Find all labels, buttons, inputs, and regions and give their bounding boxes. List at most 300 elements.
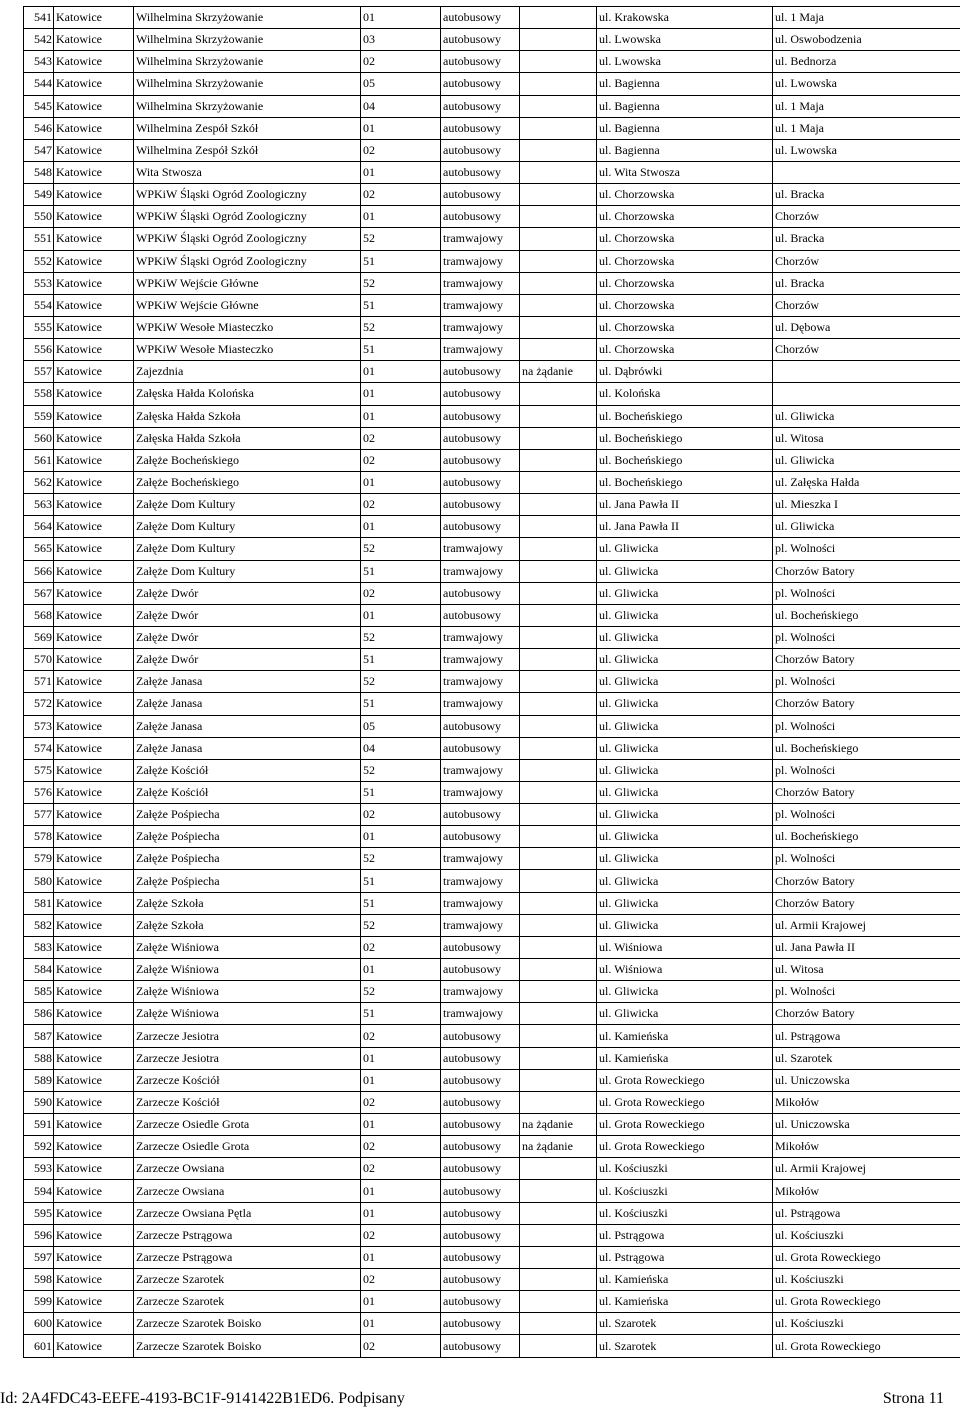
table-row	[24, 1114, 960, 1136]
cell-direction: ul. 1 Maja	[773, 95, 960, 117]
cell-city: Katowice	[54, 781, 134, 803]
table-row	[24, 1224, 960, 1246]
cell-stop-type: autobusowy	[441, 604, 520, 626]
cell-row-number: 543	[24, 51, 54, 73]
cell-post-number: 02	[361, 427, 441, 449]
cell-stop-type: tramwajowy	[441, 759, 520, 781]
cell-city: Katowice	[54, 361, 134, 383]
cell-city: Katowice	[54, 1069, 134, 1091]
cell-city: Katowice	[54, 405, 134, 427]
cell-stop-name: Załęże Dom Kultury	[134, 494, 361, 516]
cell-post-number: 01	[361, 161, 441, 183]
table-row	[24, 1246, 960, 1268]
cell-direction: Chorzów Batory	[773, 892, 960, 914]
cell-city: Katowice	[54, 870, 134, 892]
cell-row-number: 563	[24, 494, 54, 516]
cell-post-number: 01	[361, 516, 441, 538]
cell-direction: Chorzów	[773, 339, 960, 361]
cell-city: Katowice	[54, 228, 134, 250]
cell-stop-type: autobusowy	[441, 1335, 520, 1357]
cell-row-number: 556	[24, 339, 54, 361]
cell-stop-name: Zarzecze Jesiotra	[134, 1047, 361, 1069]
cell-street: ul. Gliwicka	[597, 892, 773, 914]
cell-stop-type: autobusowy	[441, 1246, 520, 1268]
cell-direction: ul. Grota Roweckiego	[773, 1335, 960, 1357]
cell-street: ul. Chorzowska	[597, 250, 773, 272]
cell-stop-name: Wilhelmina Zespół Szkół	[134, 139, 361, 161]
cell-stop-name: Załęże Dwór	[134, 582, 361, 604]
cell-direction: ul. Armii Krajowej	[773, 914, 960, 936]
cell-street: ul. Gliwicka	[597, 604, 773, 626]
cell-stop-name: Wilhelmina Skrzyżowanie	[134, 51, 361, 73]
cell-direction: Chorzów Batory	[773, 781, 960, 803]
cell-stop-type: tramwajowy	[441, 981, 520, 1003]
cell-stop-name: Zarzecze Kościół	[134, 1069, 361, 1091]
table-row	[24, 272, 960, 294]
cell-stop-name: Załęże Pośpiecha	[134, 804, 361, 826]
cell-stop-name: Wilhelmina Skrzyżowanie	[134, 7, 361, 29]
cell-street: ul. Gliwicka	[597, 848, 773, 870]
cell-post-number: 01	[361, 1047, 441, 1069]
cell-on-request	[520, 693, 597, 715]
table-row	[24, 759, 960, 781]
cell-on-request	[520, 560, 597, 582]
cell-on-request	[520, 671, 597, 693]
cell-stop-name: Zarzecze Jesiotra	[134, 1025, 361, 1047]
cell-city: Katowice	[54, 892, 134, 914]
cell-on-request	[520, 427, 597, 449]
cell-stop-type: tramwajowy	[441, 649, 520, 671]
cell-on-request	[520, 117, 597, 139]
cell-direction: Chorzów Batory	[773, 649, 960, 671]
cell-direction	[773, 361, 960, 383]
cell-city: Katowice	[54, 139, 134, 161]
cell-street: ul. Gliwicka	[597, 759, 773, 781]
cell-direction: ul. Załęska Hałda	[773, 471, 960, 493]
cell-direction: ul. Bracka	[773, 184, 960, 206]
cell-on-request	[520, 936, 597, 958]
cell-row-number: 550	[24, 206, 54, 228]
cell-stop-name: WPKiW Śląski Ogród Zoologiczny	[134, 250, 361, 272]
cell-on-request	[520, 1180, 597, 1202]
cell-on-request	[520, 494, 597, 516]
cell-post-number: 51	[361, 870, 441, 892]
cell-direction: ul. Gliwicka	[773, 405, 960, 427]
cell-street: ul. Gliwicka	[597, 671, 773, 693]
cell-stop-type: autobusowy	[441, 184, 520, 206]
cell-stop-type: tramwajowy	[441, 339, 520, 361]
cell-stop-type: autobusowy	[441, 117, 520, 139]
table-row	[24, 427, 960, 449]
cell-street: ul. Gliwicka	[597, 626, 773, 648]
cell-row-number: 564	[24, 516, 54, 538]
table-row	[24, 1158, 960, 1180]
cell-on-request	[520, 139, 597, 161]
cell-stop-name: Załęże Janasa	[134, 737, 361, 759]
cell-post-number: 04	[361, 95, 441, 117]
cell-street: ul. Kamieńska	[597, 1047, 773, 1069]
stops-table	[23, 6, 960, 1358]
cell-on-request	[520, 870, 597, 892]
cell-direction: ul. Uniczowska	[773, 1069, 960, 1091]
cell-city: Katowice	[54, 538, 134, 560]
cell-street: ul. Kościuszki	[597, 1180, 773, 1202]
cell-city: Katowice	[54, 936, 134, 958]
cell-row-number: 544	[24, 73, 54, 95]
cell-street: ul. Szarotek	[597, 1335, 773, 1357]
cell-row-number: 582	[24, 914, 54, 936]
cell-on-request	[520, 29, 597, 51]
cell-city: Katowice	[54, 626, 134, 648]
cell-on-request	[520, 184, 597, 206]
cell-post-number: 05	[361, 715, 441, 737]
cell-city: Katowice	[54, 184, 134, 206]
cell-post-number: 51	[361, 339, 441, 361]
cell-stop-type: autobusowy	[441, 1313, 520, 1335]
cell-on-request	[520, 294, 597, 316]
table-row	[24, 1269, 960, 1291]
cell-on-request	[520, 914, 597, 936]
cell-row-number: 545	[24, 95, 54, 117]
cell-post-number: 01	[361, 383, 441, 405]
cell-city: Katowice	[54, 516, 134, 538]
table-row	[24, 826, 960, 848]
table-row	[24, 1202, 960, 1224]
table-row	[24, 294, 960, 316]
cell-city: Katowice	[54, 826, 134, 848]
cell-stop-name: Załęże Janasa	[134, 671, 361, 693]
cell-city: Katowice	[54, 1246, 134, 1268]
cell-row-number: 593	[24, 1158, 54, 1180]
cell-street: ul. Gliwicka	[597, 582, 773, 604]
cell-street: ul. Chorzowska	[597, 272, 773, 294]
cell-stop-type: autobusowy	[441, 471, 520, 493]
cell-city: Katowice	[54, 737, 134, 759]
cell-street: ul. Chorzowska	[597, 316, 773, 338]
cell-row-number: 599	[24, 1291, 54, 1313]
cell-stop-type: autobusowy	[441, 206, 520, 228]
cell-street: ul. Grota Roweckiego	[597, 1069, 773, 1091]
cell-on-request	[520, 892, 597, 914]
cell-stop-name: Załęże Szkoła	[134, 914, 361, 936]
cell-row-number: 566	[24, 560, 54, 582]
cell-street: ul. Gliwicka	[597, 737, 773, 759]
cell-city: Katowice	[54, 848, 134, 870]
cell-stop-type: autobusowy	[441, 826, 520, 848]
cell-post-number: 02	[361, 1136, 441, 1158]
cell-city: Katowice	[54, 1202, 134, 1224]
table-row	[24, 449, 960, 471]
cell-on-request	[520, 316, 597, 338]
cell-post-number: 02	[361, 1158, 441, 1180]
table-row	[24, 604, 960, 626]
cell-city: Katowice	[54, 294, 134, 316]
cell-stop-name: Załęże Szkoła	[134, 892, 361, 914]
cell-street: ul. Kościuszki	[597, 1158, 773, 1180]
cell-stop-type: autobusowy	[441, 959, 520, 981]
cell-direction: ul. Uniczowska	[773, 1114, 960, 1136]
cell-post-number: 52	[361, 759, 441, 781]
cell-street: ul. Wiśniowa	[597, 959, 773, 981]
cell-on-request	[520, 51, 597, 73]
cell-street: ul. Grota Roweckiego	[597, 1114, 773, 1136]
cell-direction: pl. Wolności	[773, 582, 960, 604]
table-row	[24, 1047, 960, 1069]
table-row	[24, 405, 960, 427]
cell-row-number: 546	[24, 117, 54, 139]
cell-row-number: 584	[24, 959, 54, 981]
cell-city: Katowice	[54, 1313, 134, 1335]
table-row	[24, 626, 960, 648]
table-row	[24, 1136, 960, 1158]
cell-on-request	[520, 538, 597, 560]
cell-city: Katowice	[54, 316, 134, 338]
cell-post-number: 02	[361, 1025, 441, 1047]
cell-post-number: 02	[361, 804, 441, 826]
cell-direction: ul. Kościuszki	[773, 1224, 960, 1246]
cell-post-number: 01	[361, 1114, 441, 1136]
cell-stop-name: Zarzecze Owsiana	[134, 1180, 361, 1202]
cell-post-number: 02	[361, 1269, 441, 1291]
cell-post-number: 01	[361, 1246, 441, 1268]
cell-on-request	[520, 1246, 597, 1268]
cell-stop-type: autobusowy	[441, 1269, 520, 1291]
cell-city: Katowice	[54, 1047, 134, 1069]
cell-street: ul. Gliwicka	[597, 981, 773, 1003]
cell-post-number: 02	[361, 1091, 441, 1113]
cell-direction: ul. Bracka	[773, 228, 960, 250]
cell-stop-name: Załęże Janasa	[134, 693, 361, 715]
cell-row-number: 575	[24, 759, 54, 781]
cell-post-number: 01	[361, 405, 441, 427]
cell-on-request	[520, 272, 597, 294]
cell-street: ul. Chorzowska	[597, 206, 773, 228]
cell-direction: ul. Oswobodzenia	[773, 29, 960, 51]
cell-stop-name: Załęże Kościół	[134, 759, 361, 781]
cell-post-number: 52	[361, 914, 441, 936]
cell-stop-type: autobusowy	[441, 1136, 520, 1158]
cell-city: Katowice	[54, 206, 134, 228]
cell-city: Katowice	[54, 671, 134, 693]
table-row	[24, 671, 960, 693]
table-row	[24, 1335, 960, 1357]
cell-row-number: 590	[24, 1091, 54, 1113]
cell-stop-type: autobusowy	[441, 1025, 520, 1047]
cell-street: ul. Gliwicka	[597, 649, 773, 671]
cell-row-number: 557	[24, 361, 54, 383]
cell-post-number: 01	[361, 471, 441, 493]
cell-stop-type: tramwajowy	[441, 250, 520, 272]
cell-stop-name: Zarzecze Pstrągowa	[134, 1246, 361, 1268]
cell-direction: ul. Szarotek	[773, 1047, 960, 1069]
cell-street: ul. Kolońska	[597, 383, 773, 405]
table-row	[24, 914, 960, 936]
cell-stop-type: tramwajowy	[441, 294, 520, 316]
cell-post-number: 51	[361, 294, 441, 316]
cell-on-request	[520, 516, 597, 538]
cell-stop-type: autobusowy	[441, 1291, 520, 1313]
cell-post-number: 01	[361, 7, 441, 29]
cell-stop-name: Załęże Wiśniowa	[134, 959, 361, 981]
cell-direction: ul. Bednorza	[773, 51, 960, 73]
cell-direction: ul. Jana Pawła II	[773, 936, 960, 958]
cell-direction: pl. Wolności	[773, 848, 960, 870]
cell-on-request	[520, 383, 597, 405]
table-row	[24, 228, 960, 250]
cell-post-number: 01	[361, 1202, 441, 1224]
table-row	[24, 936, 960, 958]
cell-on-request	[520, 649, 597, 671]
cell-row-number: 578	[24, 826, 54, 848]
cell-stop-name: Wilhelmina Skrzyżowanie	[134, 95, 361, 117]
cell-city: Katowice	[54, 272, 134, 294]
cell-city: Katowice	[54, 981, 134, 1003]
cell-on-request	[520, 1291, 597, 1313]
cell-stop-name: Załęże Bocheńskiego	[134, 471, 361, 493]
cell-street: ul. Pstrągowa	[597, 1246, 773, 1268]
cell-street: ul. Gliwicka	[597, 804, 773, 826]
cell-row-number: 583	[24, 936, 54, 958]
cell-city: Katowice	[54, 471, 134, 493]
cell-post-number: 01	[361, 1069, 441, 1091]
cell-stop-name: Załęże Wiśniowa	[134, 1003, 361, 1025]
cell-stop-name: Załęska Hałda Szkoła	[134, 405, 361, 427]
cell-direction: ul. Grota Roweckiego	[773, 1246, 960, 1268]
cell-street: ul. Chorzowska	[597, 294, 773, 316]
cell-city: Katowice	[54, 804, 134, 826]
cell-row-number: 574	[24, 737, 54, 759]
cell-on-request	[520, 1269, 597, 1291]
cell-post-number: 02	[361, 51, 441, 73]
cell-direction: ul. 1 Maja	[773, 117, 960, 139]
cell-city: Katowice	[54, 1291, 134, 1313]
cell-city: Katowice	[54, 1136, 134, 1158]
cell-post-number: 51	[361, 560, 441, 582]
cell-direction: ul. Lwowska	[773, 73, 960, 95]
cell-stop-type: autobusowy	[441, 383, 520, 405]
cell-stop-name: WPKiW Śląski Ogród Zoologiczny	[134, 184, 361, 206]
cell-direction: ul. Grota Roweckiego	[773, 1291, 960, 1313]
cell-post-number: 02	[361, 449, 441, 471]
cell-stop-name: Zarzecze Kościół	[134, 1091, 361, 1113]
cell-on-request	[520, 626, 597, 648]
cell-stop-type: autobusowy	[441, 361, 520, 383]
cell-stop-name: Wilhelmina Skrzyżowanie	[134, 29, 361, 51]
table-row	[24, 981, 960, 1003]
cell-post-number: 02	[361, 936, 441, 958]
cell-street: ul. Bagienna	[597, 95, 773, 117]
cell-stop-name: Załęska Hałda Szkoła	[134, 427, 361, 449]
cell-direction: Mikołów	[773, 1180, 960, 1202]
cell-city: Katowice	[54, 117, 134, 139]
cell-row-number: 588	[24, 1047, 54, 1069]
table-row	[24, 471, 960, 493]
cell-direction: Chorzów	[773, 250, 960, 272]
cell-street: ul. Gliwicka	[597, 914, 773, 936]
cell-row-number: 562	[24, 471, 54, 493]
cell-on-request	[520, 206, 597, 228]
cell-direction: ul. Gliwicka	[773, 449, 960, 471]
cell-stop-type: tramwajowy	[441, 538, 520, 560]
table-row	[24, 1069, 960, 1091]
cell-row-number: 569	[24, 626, 54, 648]
cell-row-number: 554	[24, 294, 54, 316]
cell-post-number: 51	[361, 693, 441, 715]
cell-stop-name: Zarzecze Szarotek	[134, 1291, 361, 1313]
cell-row-number: 551	[24, 228, 54, 250]
cell-stop-type: autobusowy	[441, 804, 520, 826]
cell-stop-name: Załęże Dom Kultury	[134, 516, 361, 538]
cell-stop-name: Załęże Bocheńskiego	[134, 449, 361, 471]
cell-stop-type: tramwajowy	[441, 316, 520, 338]
table-row	[24, 1313, 960, 1335]
cell-row-number: 542	[24, 29, 54, 51]
cell-on-request	[520, 95, 597, 117]
cell-row-number: 580	[24, 870, 54, 892]
cell-on-request	[520, 1202, 597, 1224]
cell-on-request	[520, 1335, 597, 1357]
cell-stop-name: Zajezdnia	[134, 361, 361, 383]
cell-direction: ul. Bracka	[773, 272, 960, 294]
cell-on-request	[520, 959, 597, 981]
cell-stop-type: tramwajowy	[441, 671, 520, 693]
cell-direction: Chorzów Batory	[773, 560, 960, 582]
cell-stop-name: Załęska Hałda Kolońska	[134, 383, 361, 405]
cell-city: Katowice	[54, 73, 134, 95]
table-row	[24, 516, 960, 538]
document-id-footer: Id: 2A4FDC43-EEFE-4193-BC1F-9141422B1ED6. Podpisany	[0, 1390, 405, 1407]
cell-on-request	[520, 1224, 597, 1246]
table-row	[24, 737, 960, 759]
cell-street: ul. Bagienna	[597, 73, 773, 95]
cell-row-number: 600	[24, 1313, 54, 1335]
cell-street: ul. Lwowska	[597, 51, 773, 73]
cell-row-number: 598	[24, 1269, 54, 1291]
cell-row-number: 594	[24, 1180, 54, 1202]
cell-post-number: 01	[361, 1313, 441, 1335]
cell-stop-type: autobusowy	[441, 936, 520, 958]
cell-post-number: 01	[361, 206, 441, 228]
cell-post-number: 52	[361, 228, 441, 250]
cell-stop-name: Załęże Pośpiecha	[134, 870, 361, 892]
cell-direction: ul. Gliwicka	[773, 516, 960, 538]
table-row	[24, 560, 960, 582]
cell-city: Katowice	[54, 1224, 134, 1246]
cell-city: Katowice	[54, 715, 134, 737]
cell-on-request	[520, 781, 597, 803]
cell-on-request	[520, 604, 597, 626]
cell-city: Katowice	[54, 95, 134, 117]
table-row	[24, 316, 960, 338]
cell-stop-name: Załęże Dwór	[134, 626, 361, 648]
cell-row-number: 576	[24, 781, 54, 803]
cell-row-number: 555	[24, 316, 54, 338]
cell-direction: pl. Wolności	[773, 626, 960, 648]
table-row	[24, 184, 960, 206]
table-row	[24, 494, 960, 516]
cell-row-number: 591	[24, 1114, 54, 1136]
cell-on-request	[520, 250, 597, 272]
cell-post-number: 02	[361, 1224, 441, 1246]
cell-stop-type: autobusowy	[441, 1202, 520, 1224]
cell-street: ul. Kamieńska	[597, 1025, 773, 1047]
cell-stop-type: autobusowy	[441, 95, 520, 117]
cell-street: ul. Bocheńskiego	[597, 471, 773, 493]
cell-on-request	[520, 228, 597, 250]
cell-direction: ul. Bocheńskiego	[773, 604, 960, 626]
cell-on-request	[520, 449, 597, 471]
cell-street: ul. Chorzowska	[597, 184, 773, 206]
